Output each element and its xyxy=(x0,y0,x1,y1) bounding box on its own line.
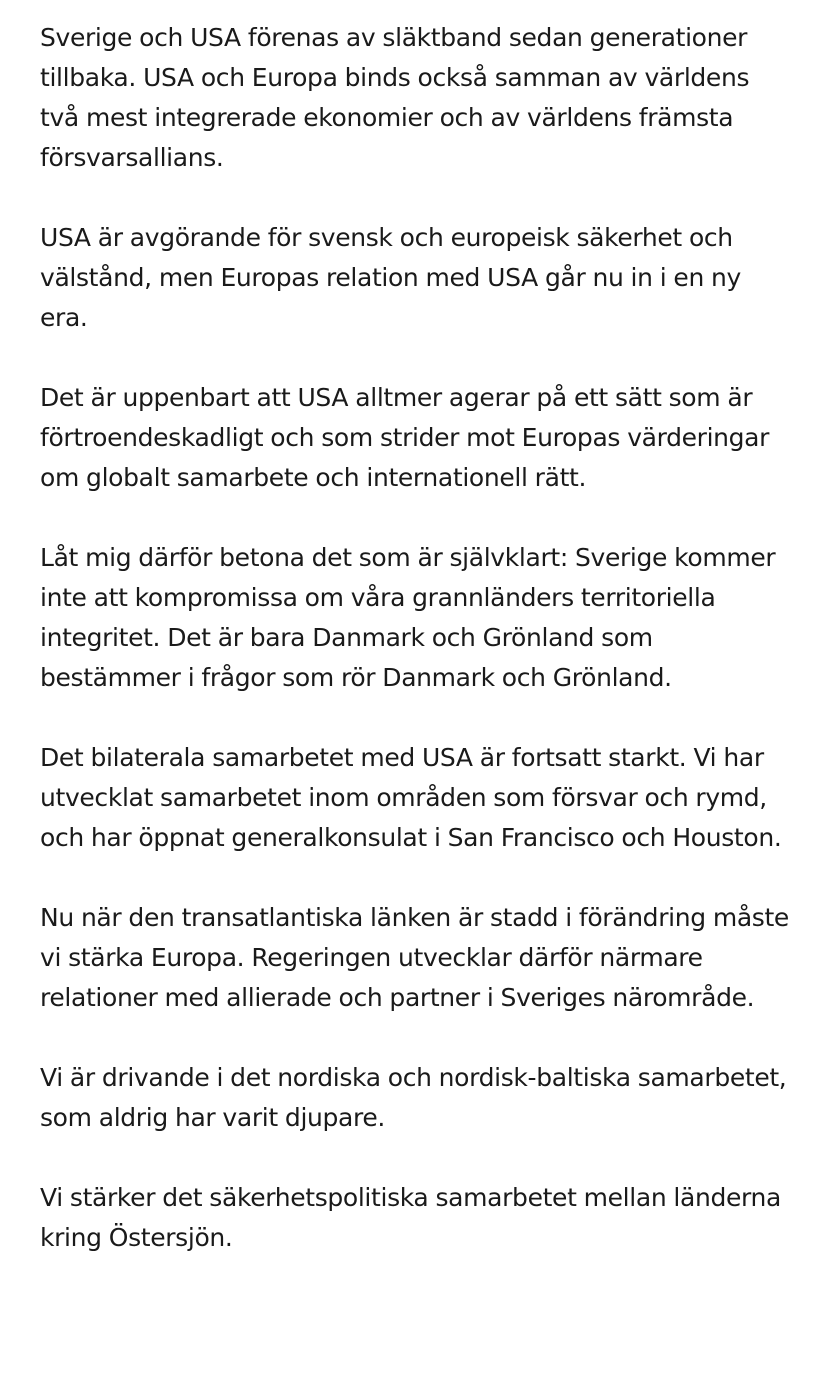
paragraph-7: Vi är drivande i det nordiska och nordisk-baltiska samarbetet, som aldrig har varit djupare. xyxy=(40,1063,787,1132)
paragraph-8: Vi stärker det säkerhetspolitiska samarbetet mellan länderna kring Östersjön. xyxy=(40,1183,781,1252)
paragraph-5: Det bilaterala samarbetet med USA är fortsatt starkt. Vi har utvecklat samarbetet inom områden som försvar och rymd, och har öppnat generalkonsulat i San Francisco och Houston. xyxy=(40,743,782,852)
paragraph-6: Nu när den transatlantiska länken är stadd i förändring måste vi stärka Europa. Regeringen utvecklar därför närmare relationer med allierade och partner i Sveriges närområde. xyxy=(40,903,789,1012)
paragraph-3: Det är uppenbart att USA alltmer agerar på ett sätt som är förtroendeskadligt och som strider mot Europas värderingar om globalt samarbete och internationell rätt. xyxy=(40,383,770,492)
paragraph-1: Sverige och USA förenas av släktband sedan generationer tillbaka. USA och Europa binds också samman av världens två mest integrerade ekonomier och av världens främsta försvarsallians. xyxy=(40,23,750,172)
paragraph-4: Låt mig därför betona det som är självklart: Sverige kommer inte att kompromissa om våra grannländers territoriella integritet. Det är bara Danmark och Grönland som bestämmer i frågor som rör Danmark och Grönland. xyxy=(40,543,776,692)
paragraph-2: USA är avgörande för svensk och europeisk säkerhet och välstånd, men Europas relation med USA går nu in i en ny era. xyxy=(40,223,741,332)
